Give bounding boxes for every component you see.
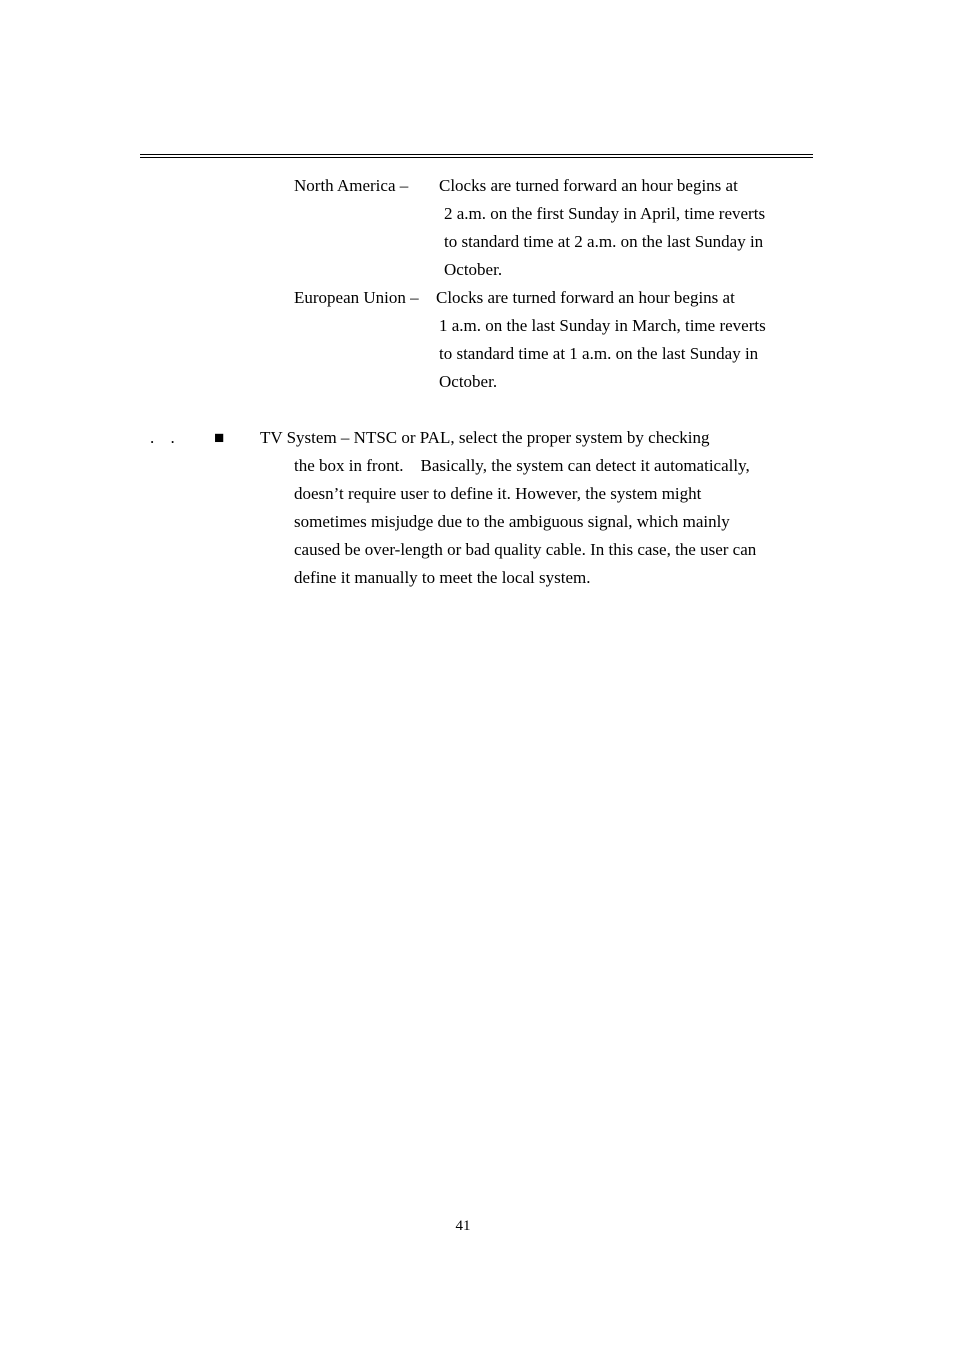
page-number: 41: [455, 1218, 471, 1234]
tv-system-line-6: define it manually to meet the local system.: [294, 568, 591, 587]
tv-system-line-1: TV System – NTSC or PAL, select the proper system by checking: [260, 428, 710, 447]
square-bullet-icon: ■: [214, 428, 225, 447]
header-rule-bottom: [140, 157, 813, 158]
dst-north-america-line-4: October.: [444, 260, 503, 279]
dst-north-america-line-3: to standard time at 2 a.m. on the last Sunday in: [444, 232, 764, 251]
header-rule-top: [140, 154, 813, 155]
dst-european-union-line-3: to standard time at 1 a.m. on the last Sunday in: [439, 344, 759, 363]
dst-european-union-line-4: October.: [439, 372, 498, 391]
tv-system-line-5: caused be over-length or bad quality cable. In this case, the user can: [294, 540, 757, 559]
dst-european-union-term: European Union –: [294, 288, 419, 307]
dst-european-union-line-2: 1 a.m. on the last Sunday in March, time reverts: [439, 316, 766, 335]
dst-north-america-line-2: 2 a.m. on the first Sunday in April, time reverts: [444, 204, 766, 223]
tv-system-line-4: sometimes misjudge due to the ambiguous signal, which mainly: [294, 512, 730, 531]
dst-north-america-term: North America –: [294, 176, 409, 195]
dst-european-union-line-1: Clocks are turned forward an hour begins at: [436, 288, 735, 307]
tv-system-line-3: doesn’t require user to define it. However, the system might: [294, 484, 702, 503]
margin-dots: . .: [150, 428, 181, 447]
tv-system-line-2: the box in front. Basically, the system can detect it automatically,: [294, 456, 750, 475]
dst-north-america-line-1: Clocks are turned forward an hour begins at: [439, 176, 738, 195]
